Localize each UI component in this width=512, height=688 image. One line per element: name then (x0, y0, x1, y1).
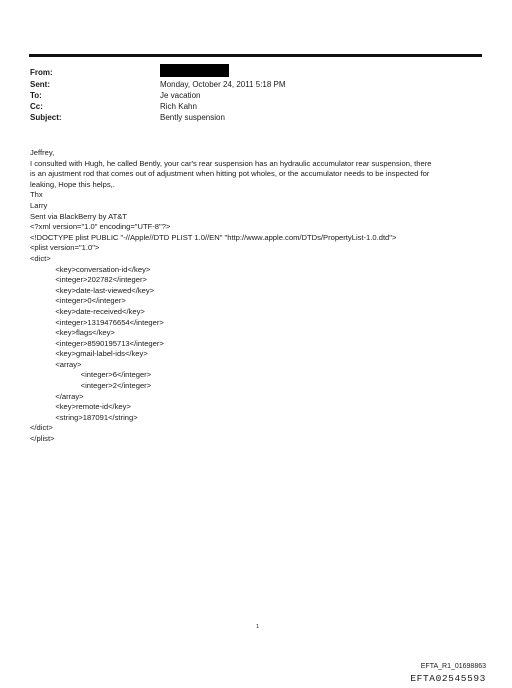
body-line: Jeffrey, (30, 148, 55, 157)
body-line: </plist> (30, 434, 55, 444)
body-line: <integer>6</integer> (30, 370, 152, 380)
body-line: <key>flags</key> (30, 328, 115, 338)
body-line: <integer>202782</integer> (30, 275, 147, 285)
body-line: <key>conversation-id</key> (30, 264, 151, 274)
sent-label: Sent: (30, 80, 50, 89)
body-line: <string>187091</string> (30, 412, 138, 422)
redaction-box (160, 64, 229, 77)
body-line: I consulted with Hugh, he called Bently, your car's rear suspension has an hydraulic accumulator rear suspension, there (30, 158, 432, 168)
body-line: <integer>8590195713</integer> (30, 338, 164, 348)
efta-reference-large: EFTA02545593 (410, 673, 486, 684)
body-line: <plist version="1.0"> (30, 243, 100, 253)
cc-value: Rich Kahn (160, 102, 197, 111)
body-line: <key>date-received</key> (30, 306, 145, 316)
body-line: Larry (30, 200, 48, 210)
body-line: <key>gmail-label-ids</key> (30, 349, 148, 359)
body-line: <integer>0</integer> (30, 296, 126, 306)
body-line: leaking, Hope this helps,. (30, 179, 115, 189)
body-line: </dict> (30, 423, 53, 433)
subject-label: Subject: (30, 113, 62, 122)
body-line: <array> (30, 359, 82, 369)
body-line: Sent via BlackBerry by AT&T (30, 211, 127, 221)
page-number: 1 (256, 624, 260, 630)
to-label: To: (30, 91, 42, 100)
subject-value: Bently suspension (160, 113, 225, 122)
body-line: </array> (30, 391, 84, 401)
cc-label: Cc: (30, 102, 43, 111)
body-line: <key>remote-id</key> (30, 402, 131, 412)
sent-value: Monday, October 24, 2011 5:18 PM (160, 80, 286, 89)
body-line: <!DOCTYPE plist PUBLIC "-//Apple//DTD PLIST 1.0//EN" "http://www.apple.com/DTDs/PropertyList-1.0.dtd"> (30, 232, 397, 242)
email-body (30, 148, 490, 445)
from-label: From: (30, 68, 53, 77)
body-line: <integer>1319476654</integer> (30, 317, 164, 327)
body-line: <?xml version="1.0" encoding="UTF-8"?> (30, 222, 171, 232)
body-line: <dict> (30, 253, 51, 263)
body-line: Thx (30, 190, 43, 200)
body-line: <integer>2</integer> (30, 381, 152, 391)
to-value: Je vacation (160, 91, 201, 100)
header-rule (29, 54, 482, 57)
body-line: <key>date-last-viewed</key> (30, 285, 155, 295)
efta-reference-small: EFTA_R1_01698863 (420, 663, 486, 670)
body-line: is an ajustment rod that comes out of adjustment when hitting pot wholes, or the accumulator needs to be inspected for (30, 169, 430, 179)
